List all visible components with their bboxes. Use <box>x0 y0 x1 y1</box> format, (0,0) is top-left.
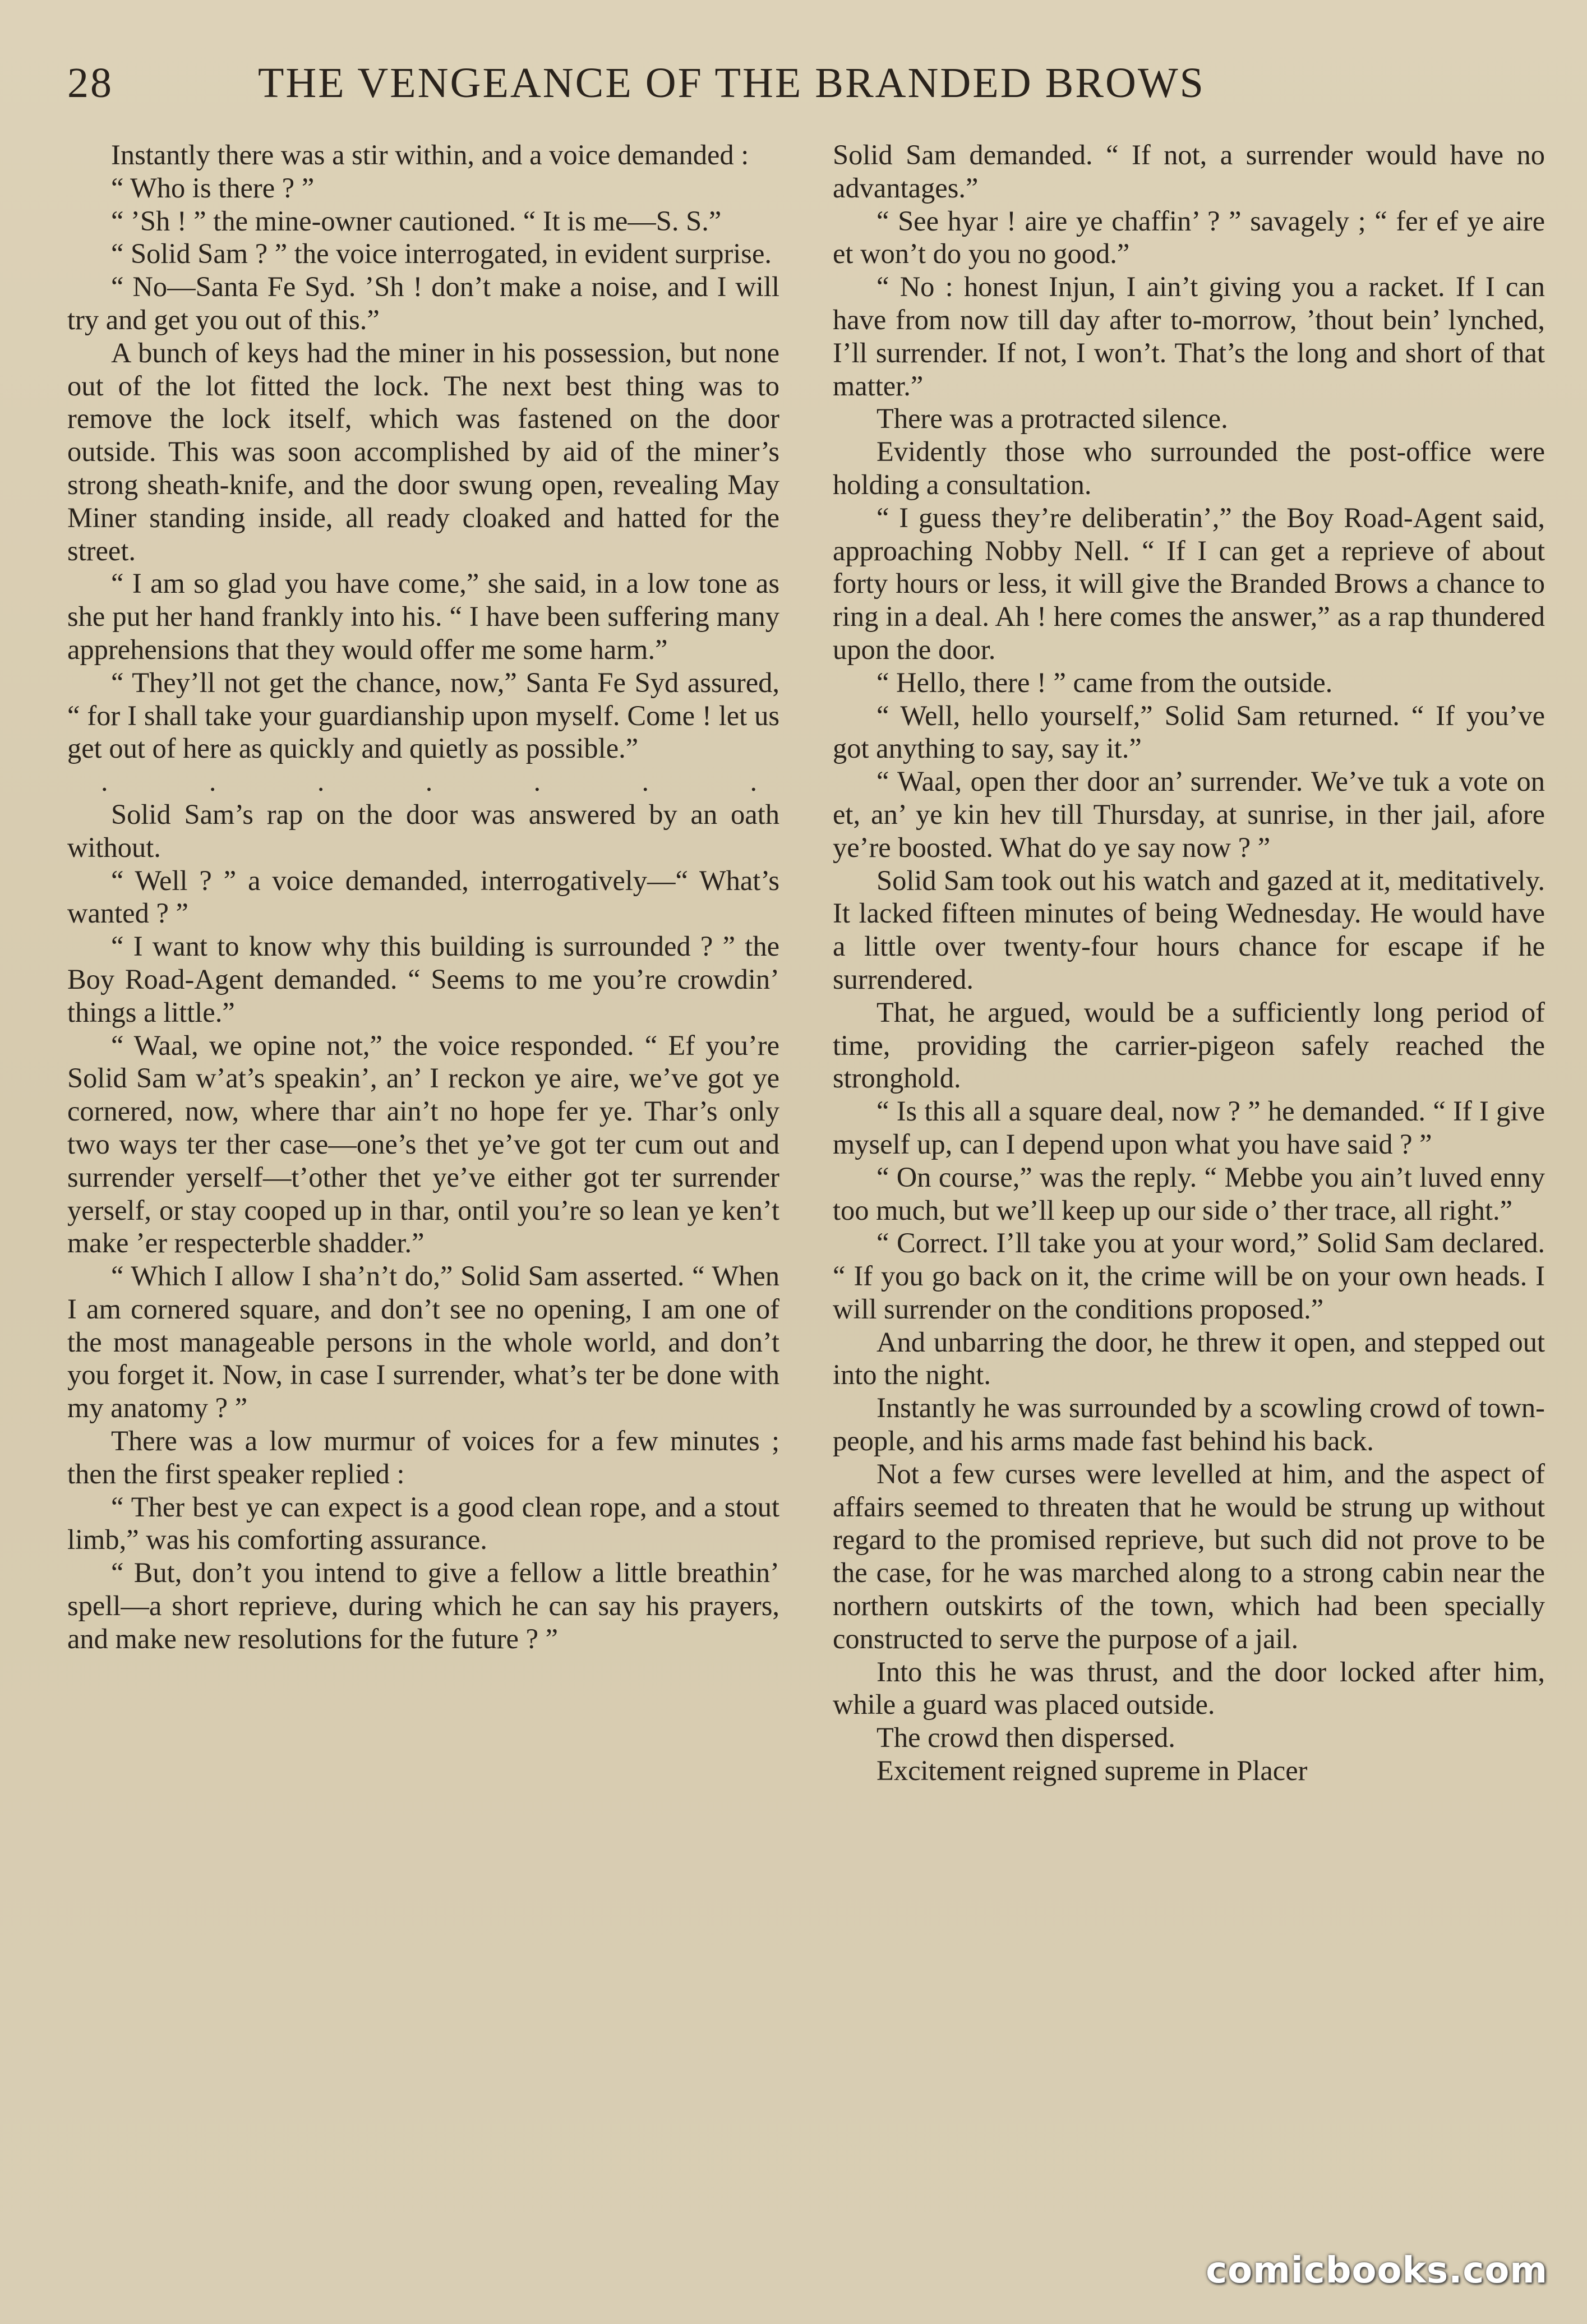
paragraph: And unbarring the door, he threw it open, and stepped out into the night. <box>833 1326 1545 1391</box>
page-header <box>67 59 1545 132</box>
paragraph: “ Correct. I’ll take you at your word,” Solid Sam declared. “ If you go back on it, the crime will be on your own heads. I will surrender on the conditions proposed.” <box>833 1227 1545 1325</box>
paragraph: “ Which I allow I sha’n’t do,” Solid Sam asserted. “ When I am cornered square, and don’t see no opening, I am one of the most manageable persons in the whole world, and don’t you forget it. Now, in case I surrender, what’s ter be done with my anatomy ? ” <box>67 1260 779 1424</box>
paragraph: Instantly he was surrounded by a scowling crowd of town-people, and his arms made fast behind his back. <box>833 1392 1545 1457</box>
paragraph: “ Ther best ye can expect is a good clean rope, and a stout limb,” was his comforting assurance. <box>67 1491 779 1556</box>
paragraph: Solid Sam’s rap on the door was answered by an oath without. <box>67 798 779 863</box>
paragraph: “ Well ? ” a voice demanded, interrogatively—“ What’s wanted ? ” <box>67 864 779 929</box>
right-column <box>833 139 1545 1787</box>
paragraph: “ No—Santa Fe Syd. ’Sh ! don’t make a noise, and I will try and get you out of this.” <box>67 271 779 335</box>
paragraph: “ See hyar ! aire ye chaffin’ ? ” savagely ; “ fer ef ye aire et won’t do you no good.” <box>833 205 1545 270</box>
paragraph: “ Solid Sam ? ” the voice interrogated, in evident surprise. <box>111 238 772 270</box>
separator-dot: . <box>425 766 433 797</box>
section-separator <box>67 765 779 798</box>
paragraph: “ But, don’t you intend to give a fellow a little breathin’ spell—a short reprieve, during which he can say his prayers, and make new resolutions for the future ? ” <box>67 1557 779 1654</box>
paragraph: “ Waal, open ther door an’ surrender. We’ve tuk a vote on et, an’ ye kin hev till Thursday, at sunrise, in ther jail, afore ye’re boosted. What do ye say now ? ” <box>833 766 1545 863</box>
paragraph: Into this he was thrust, and the door locked after him, while a guard was placed outside. <box>833 1656 1545 1721</box>
paragraph: “ Waal, we opine not,” the voice responded. “ Ef you’re Solid Sam w’at’s speakin’, an’ I reckon ye aire, we’ve got ye cornered, now, where thar ain’t no hope fer ye. Thar’s only two ways ter ther case—one’s thet ye’ve got ter cum out and surrender yerself—t’other thet ye’ve either got ter surrender yerself, or stay cooped up in thar, ontil you’re so lean ye ken’t make ’er respecterble shadder.” <box>67 1029 779 1259</box>
paragraph: Not a few curses were levelled at him, and the aspect of affairs seemed to threaten that he would be strung up without regard to the promised reprieve, but such did not prove to be the case, for he was marched along to a strong cabin near the northern outskirts of the town, which had been specially constructed to serve the purpose of a jail. <box>833 1458 1545 1654</box>
paragraph: “ I want to know why this building is surrounded ? ” the Boy Road-Agent demanded. “ Seems to me you’re crowdin’ things a little.” <box>67 930 779 1028</box>
paragraph: A bunch of keys had the miner in his possession, but none out of the lot fitted the lock. The next best thing was to remove the lock itself, which was fastened on the door outside. This was soon accomplished by aid of the miner’s strong sheath-knife, and the door swung open, revealing May Miner standing inside, all ready cloaked and hatted for the street. <box>67 336 779 566</box>
separator-dot: . <box>750 766 757 797</box>
paragraph: That, he argued, would be a sufficiently long period of time, providing the carrier-pigeon safely reached the stronghold. <box>833 996 1545 1094</box>
paragraph: “ No : honest Injun, I ain’t giving you a racket. If I can have from now till day after to-morrow, ’thout bein’ lynched, I’ll surrender. If not, I won’t. That’s the long and short of that matter.” <box>833 271 1545 402</box>
paragraph: Instantly there was a stir within, and a voice demanded : <box>111 139 749 170</box>
text-columns <box>67 139 1545 1787</box>
watermark: comicbooks.com <box>1206 2250 1548 2291</box>
paragraph: “ Well, hello yourself,” Solid Sam returned. “ If you’ve got anything to say, say it.” <box>833 699 1545 764</box>
paragraph: “ I am so glad you have come,” she said, in a low tone as she put her hand frankly into his. “ I have been suffering many apprehensions that they would offer me some harm.” <box>67 568 779 665</box>
page-number: 28 <box>67 59 113 107</box>
running-title: THE VENGEANCE OF THE BRANDED BROWS <box>258 59 1205 107</box>
separator-dot: . <box>209 766 216 797</box>
paragraph: There was a low murmur of voices for a few minutes ; then the first speaker replied : <box>67 1425 779 1490</box>
separator-dot: . <box>101 766 108 797</box>
paragraph: “ I guess they’re deliberatin’,” the Boy Road-Agent said, approaching Nobby Nell. “ If I can get a reprieve of about forty hours or less, it will give the Branded Brows a chance to ring in a deal. Ah ! here comes the answer,” as a rap thundered upon the door. <box>833 501 1545 665</box>
separator-dot: . <box>642 766 649 797</box>
paragraph: There was a protracted silence. <box>876 403 1228 435</box>
left-column <box>67 139 779 1787</box>
paragraph: “ Who is there ? ” <box>111 172 315 204</box>
paragraph: The crowd then dispersed. <box>876 1722 1175 1754</box>
paragraph: Evidently those who surrounded the post-office were holding a consultation. <box>833 436 1545 500</box>
paragraph: “ ’Sh ! ” the mine-owner cautioned. “ It is me—S. S.” <box>111 205 722 237</box>
paragraph: Solid Sam took out his watch and gazed at it, meditatively. It lacked fifteen minutes of being Wednesday. He would have a little over twenty-four hours chance for escape if he surrendered. <box>833 864 1545 995</box>
paragraph: “ On course,” was the reply. “ Mebbe you ain’t luved enny too much, but we’ll keep up our side o’ ther trace, all right.” <box>833 1161 1545 1226</box>
separator-dot: . <box>317 766 325 797</box>
separator-dot: . <box>533 766 541 797</box>
paragraph: “ Is this all a square deal, now ? ” he demanded. “ If I give myself up, can I depend upon what you have said ? ” <box>833 1095 1545 1160</box>
paragraph: “ They’ll not get the chance, now,” Santa Fe Syd assured, “ for I shall take your guardianship upon myself. Come ! let us get out of here as quickly and quietly as possible.” <box>67 666 779 764</box>
paragraph: Excitement reigned supreme in Placer <box>876 1755 1308 1787</box>
paragraph-continued: Solid Sam demanded. “ If not, a surrender would have no advantages.” <box>833 139 1545 204</box>
paragraph: “ Hello, there ! ” came from the outside. <box>876 666 1333 698</box>
